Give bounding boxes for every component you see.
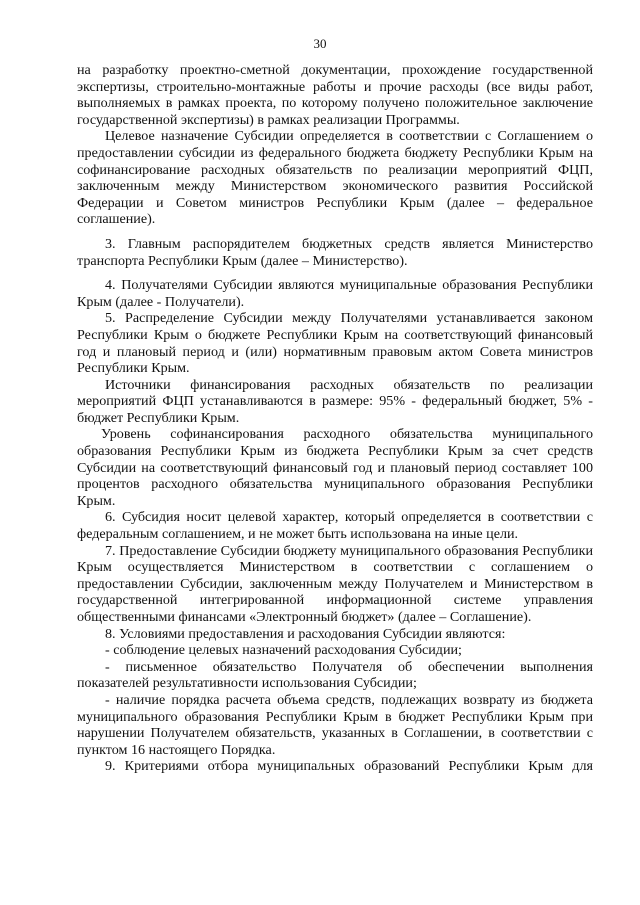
paragraph-condition-1: - соблюдение целевых назначений расходования Субсидии; — [105, 642, 462, 659]
document-body — [77, 62, 593, 775]
paragraph-item-4: 4. Получателями Субсидии являются муниципальные образования Республики Крым (далее - Получатели). — [77, 277, 593, 310]
paragraph-item-9: 9. Критериями отбора муниципальных образований Республики Крым для — [105, 758, 593, 775]
paragraph-item-6: 6. Субсидия носит целевой характер, который определяется в соответствии с федеральным соглашением, и не может быть использована на иные цели. — [77, 509, 593, 543]
page-number: 30 — [313, 36, 327, 51]
paragraph-condition-3: - наличие порядка расчета объема средств, подлежащих возврату из бюджета муниципального образования Республики Крым в бюджет Республики Крым при нарушении Получателем обязательств, указанных в Соглашении, в соответствии с пунктом 16 настоящего Порядка. — [77, 691, 593, 758]
paragraph-continuation: на разработку проектно-сметной документации, прохождение государственной экспертизы, строительно-монтажные работы и прочие расходы (все виды работ, выполняемых в рамках проекта, по которому получено положительное заключение государственной экспертизы) в рамках реализации Программы. — [77, 62, 593, 128]
paragraph-cofinancing-level: Уровень софинансирования расходного обязательства муниципального образования Республики Крым из бюджета Республики Крым за счет средств Субсидии на соответствующий финансовый год и плановый период составляет 100 процентов расходного обязательства муниципального образования Республики Крым. — [77, 426, 593, 509]
paragraph-item-7: 7. Предоставление Субсидии бюджету муниципального образования Республики Крым осуществляется Министерством в соответствии с соглашением о предоставлении Субсидии, заключенным между Получателем и Министерством в государственной интегрированной информационной системе управления общественными финансами «Электронный бюджет» (далее – Соглашение). — [77, 542, 593, 625]
paragraph-funding-sources: Источники финансирования расходных обязательств по реализации мероприятий ФЦП устанавливаются в размере: 95% - федеральный бюджет, 5% - бюджет Республики Крым. — [77, 376, 593, 426]
paragraph-purpose: Целевое назначение Субсидии определяется в соответствии с Соглашением о предоставлении субсидии из федерального бюджета бюджету Республики Крым на софинансирование расходных обязательств по реализации мероприятий ФЦП, заключенным между Министерством экономического развития Российской Федерации и Советом министров Республики Крым (далее – федеральное соглашение). — [77, 128, 593, 228]
paragraph-item-3: 3. Главным распорядителем бюджетных средств является Министерство транспорта Республики Крым (далее – Министерство). — [77, 235, 593, 269]
paragraph-condition-2: - письменное обязательство Получателя об обеспечении выполнения показателей результативности использования Субсидии; — [77, 658, 593, 692]
paragraph-item-5: 5. Распределение Субсидии между Получателями устанавливается законом Республики Крым о бюджете Республики Крым на соответствующий финансовый год и плановый период и (или) нормативным правовым актом Совета министров Республики Крым. — [77, 310, 593, 377]
paragraph-item-8: 8. Условиями предоставления и расходования Субсидии являются: — [105, 625, 506, 642]
